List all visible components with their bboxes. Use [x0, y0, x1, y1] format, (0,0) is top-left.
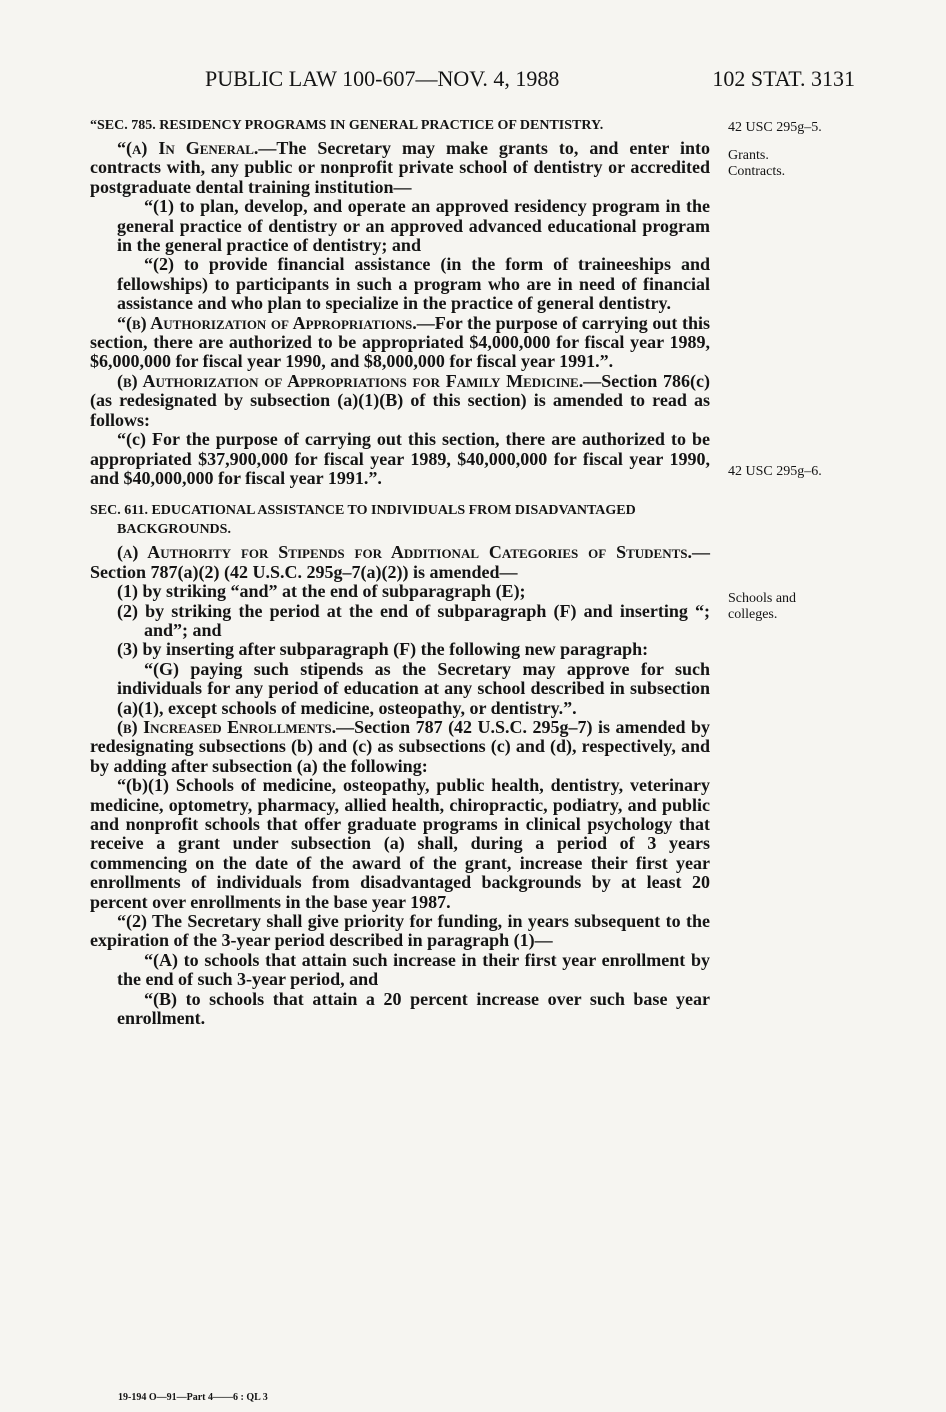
sec-611-b2: “(2) The Secretary shall give priority for funding, in years subsequent to the expiration of the 3-year period described in paragraph (1)— — [90, 911, 710, 951]
margin-note-usc-295g-6: 42 USC 295g–6. — [728, 464, 822, 479]
sec-611-a1: (1) by striking “and” at the end of subparagraph (E); — [117, 581, 526, 602]
section-gap — [90, 488, 710, 501]
sec-785-a — [90, 139, 710, 197]
sec-785-a-label: “(a) In General. — [117, 138, 259, 158]
public-law-title: PUBLIC LAW 100-607—NOV. 4, 1988 — [205, 66, 560, 91]
sec-785-b-text: —For the purpose of carrying out this section, there are authorized to be appropriated $4,000,000 for fiscal year 1989, $6,000,000 for fiscal year 1990, and $8,000,000 for fiscal year 1991.”. — [90, 312, 710, 372]
margin-note-contracts: Contracts. — [728, 164, 786, 179]
sec-611-a-g: “(G) paying such stipends as the Secretary may approve for such individuals for any period of education at any school described in subsection (a)(1), except schools of medicine, osteopathy, or dentistry.”. — [117, 658, 710, 718]
sec-611-heading: SEC. 611. EDUCATIONAL ASSISTANCE TO INDIVIDUALS FROM DISADVANTAGED BACKGROUNDS. — [90, 503, 636, 538]
family-medicine-text: —Section 786(c) (as redesignated by subsection (a)(1)(B) of this section) is amended to read as follows: — [90, 370, 710, 430]
sec-785-b-label: “(b) Authorization of Appropriations. — [117, 312, 417, 333]
sec-611-b-b: “(B) to schools that attain a 20 percent increase over such base year enrollment. — [117, 988, 710, 1029]
sec-611-b-text: —Section 787 (42 U.S.C. 295g–7) is amended by redesignating subsections (b) and (c) as subsections (c) and (d), respectively, and by adding after subsection (a) the following: — [90, 716, 710, 776]
sec-785-a1: “(1) to plan, develop, and operate an approved residency program in the general practice of dentistry or an approved advanced educational program in the general practice of dentistry; and — [117, 196, 710, 256]
family-medicine-label: (b) Authorization of Appropriations for Family Medicine. — [117, 370, 584, 391]
margin-note-schools-colleges: Schools and colleges. — [728, 591, 797, 622]
sec-785-b — [90, 314, 710, 372]
page-header — [205, 66, 855, 96]
print-job-footer: 19-194 O—91—Part 4——6 : QL 3 — [118, 1392, 268, 1403]
sec-611-b-label: (b) Increased Enrollments. — [117, 716, 337, 737]
sec-785-a2: “(2) to provide financial assistance (in the form of traineeships and fellowships) to participants in such a program who are in need of financial assistance and who plan to specialize in the practice of general dentistry. — [117, 254, 710, 314]
stat-page-number: 102 STAT. 3131 — [712, 66, 855, 91]
sec-611-a-text: —Section 787(a)(2) (42 U.S.C. 295g–7(a)(2)) is amended— — [90, 542, 710, 582]
sec-611-a2: (2) by striking the period at the end of subparagraph (F) and inserting “; and”; and — [117, 600, 710, 640]
sec-611-a-label: (a) Authority for Stipends for Additional Categories of Students. — [117, 542, 692, 563]
sec-611-b-a: “(A) to schools that attain such increase in their first year enrollment by the end of such 3-year period, and — [117, 949, 710, 990]
family-medicine-quote: “(c) For the purpose of carrying out this section, there are authorized to be appropriated $37,900,000 for fiscal year 1989, $40,000,000 for fiscal year 1990, and $40,000,000 for fiscal year 1991.”. — [90, 429, 710, 488]
sec-785-a-text: —The Secretary may make grants to, and enter into contracts with, any public or nonprofit private school of dentistry or accredited postgraduate dental training institution— — [90, 138, 710, 197]
sec-611-a3: (3) by inserting after subparagraph (F) the following new paragraph: — [117, 639, 649, 660]
sec-611-a — [90, 543, 710, 582]
margin-note-usc-295g-5: 42 USC 295g–5. — [728, 120, 822, 135]
sec-785-heading: “SEC. 785. RESIDENCY PROGRAMS IN GENERAL PRACTICE OF DENTISTRY. — [90, 118, 604, 133]
family-medicine-b — [90, 372, 710, 430]
statute-body — [90, 116, 710, 1028]
sec-611-b1: “(b)(1) Schools of medicine, osteopathy, public health, dentistry, veterinary medicine, optometry, pharmacy, allied health, chiropractic, podiatry, and public and nonprofit schools that offer graduate programs in clinical psychology that receive a grant under subsection (a) shall, during a period of 3 years commencing on the date of the award of the grant, increase their first year enrollments of individuals from disadvantaged backgrounds by at least 20 percent over enrollments in the base year 1987. — [90, 775, 710, 912]
margin-note-grants: Grants. — [728, 148, 769, 163]
sec-611-b — [90, 718, 710, 776]
